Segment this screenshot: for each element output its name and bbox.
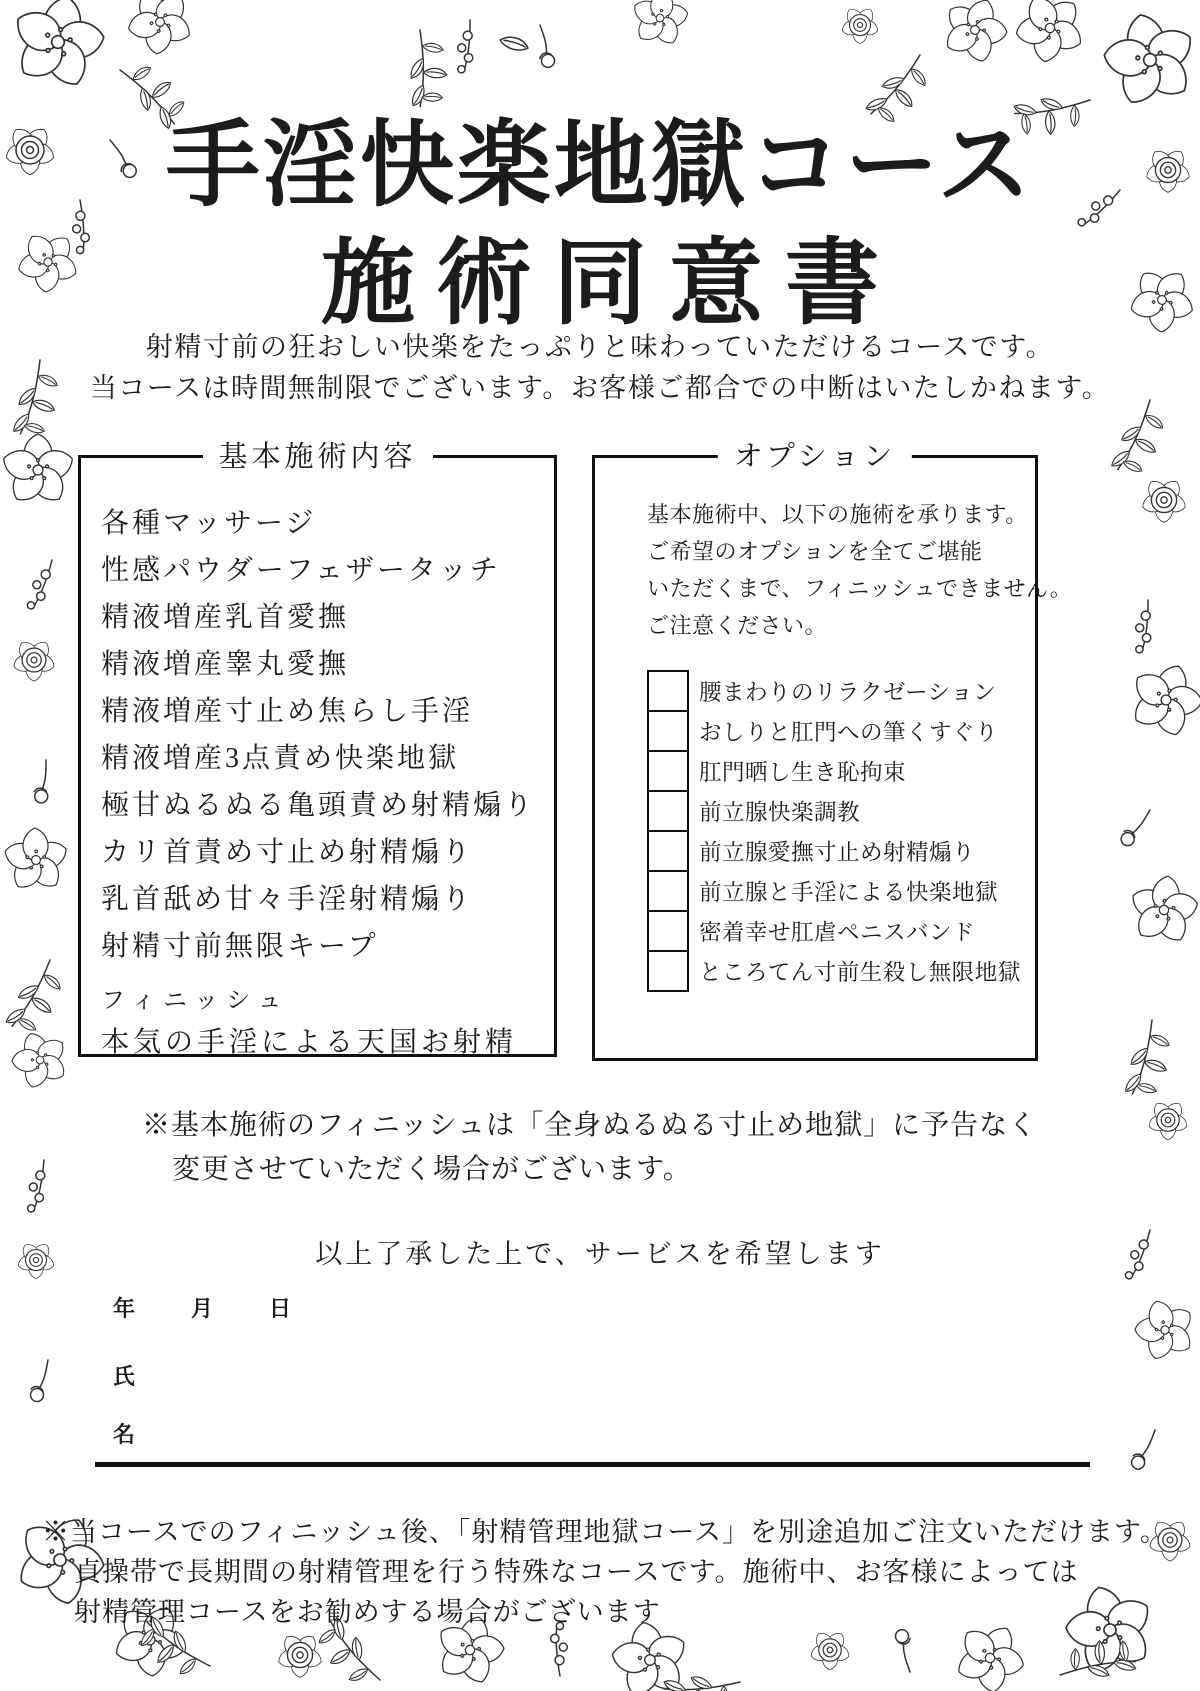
option-row: [647, 830, 1035, 872]
finish-label: フィニッシュ: [101, 988, 290, 1014]
document-type-title: 施術同意書: [320, 232, 901, 337]
option-row: [647, 750, 1035, 792]
option-row: [647, 670, 1035, 712]
option-checkbox[interactable]: [647, 870, 689, 912]
option-checkbox[interactable]: [647, 830, 689, 872]
course-title: 手淫快楽地獄コース: [165, 114, 1035, 219]
option-checkbox[interactable]: [647, 950, 689, 992]
options-intro-line: 基本施術中、以下の施術を承ります。: [647, 502, 1028, 527]
treatment-item: 性感パウダーフェザータッチ: [101, 555, 501, 586]
consent-statement: 以上了承した上で、サービスを希望します: [315, 1239, 885, 1269]
option-checkbox[interactable]: [647, 710, 689, 752]
course-description-line1: 射精寸前の狂おしい快楽をたっぷりと味わっていただけるコースです。: [145, 332, 1055, 362]
option-checkbox[interactable]: [647, 670, 689, 712]
additional-course-note-line2: 貞操帯で長期間の射精管理を行う特殊なコースです。施術中、お客様によっては: [74, 1557, 1079, 1587]
treatment-item: 精液増産睾丸愛撫: [101, 649, 350, 680]
option-label: ところてん寸前生殺し無限地獄: [699, 960, 1021, 985]
option-row: [647, 710, 1035, 752]
date-fields: [113, 1292, 291, 1323]
option-checkbox[interactable]: [647, 750, 689, 792]
options-intro-line: いただくまで、フィニッシュできません。: [647, 576, 1073, 601]
option-label: 前立腺と手淫による快楽地獄: [699, 880, 999, 905]
surname-label: 氏: [113, 1364, 136, 1389]
options-intro-line: ご希望のオプションを全てご堪能: [647, 539, 983, 564]
option-label: 前立腺快楽調教: [699, 800, 861, 825]
signature-divider-line: [95, 1462, 1090, 1467]
basic-treatments-list: [81, 458, 554, 970]
options-box-header: オプション: [718, 438, 912, 476]
option-row: [647, 950, 1035, 992]
additional-course-note: [42, 1512, 1168, 1632]
option-checkbox[interactable]: [647, 790, 689, 832]
finish-description: 本気の手淫による天国お射精: [101, 1027, 518, 1058]
options-intro: [595, 458, 1073, 644]
page-title: [0, 107, 1200, 343]
finish-section: [101, 986, 554, 1060]
option-checkbox[interactable]: [647, 910, 689, 952]
additional-course-note-line1: ※当コースでのフィニッシュ後、「射精管理地獄コース」を別途追加ご注文いただけます。: [42, 1517, 1168, 1547]
option-label: おしりと肛門への筆くすぐり: [699, 720, 999, 745]
option-label: 腰まわりのリラクゼーション: [699, 680, 997, 705]
option-row: [647, 870, 1035, 912]
treatment-item: 精液増産乳首愛撫: [101, 602, 350, 633]
option-row: [647, 790, 1035, 832]
finish-change-note-line1: ※基本施術のフィニッシュは「全身ぬるぬる寸止め地獄」に予告なく: [142, 1110, 1038, 1141]
treatment-item: 極甘ぬるぬる亀頭責め射精煽り: [101, 790, 536, 821]
finish-change-note: [142, 1104, 1037, 1192]
year-label: 年: [113, 1296, 136, 1321]
treatment-item: カリ首責め寸止め射精煽り: [101, 837, 474, 868]
option-label: 密着幸せ肛虐ペニスバンド: [699, 920, 976, 945]
option-label: 前立腺愛撫寸止め射精煽り: [699, 840, 976, 865]
treatment-item: 乳首舐め甘々手淫射精煽り: [101, 884, 474, 915]
course-description: [0, 327, 1200, 409]
treatment-item: 各種マッサージ: [101, 508, 317, 539]
finish-change-note-line2: 変更させていただく場合がございます。: [172, 1154, 692, 1185]
options-box: [592, 441, 1073, 1061]
treatment-item: 精液増産寸止め焦らし手淫: [101, 696, 474, 727]
givenname-label: 名: [113, 1422, 136, 1447]
options-intro-line: ご注意ください。: [647, 613, 828, 638]
basic-treatments-box: [78, 441, 557, 1058]
basic-box-header: 基本施術内容: [202, 438, 432, 476]
treatment-item: 精液増産3点責め快楽地獄: [101, 743, 460, 774]
day-label: 日: [269, 1296, 292, 1321]
course-description-line2: 当コースは時間無制限でございます。お客様ご都合での中断はいたしかねます。: [89, 373, 1111, 403]
option-label: 肛門晒し生き恥拘束: [699, 760, 907, 785]
additional-course-note-line3: 射精管理コースをお勧めする場合がございます: [74, 1597, 661, 1627]
options-list: [595, 670, 1035, 992]
name-fields: [113, 1360, 135, 1449]
treatment-item: 射精寸前無限キープ: [101, 931, 379, 962]
option-row: [647, 910, 1035, 952]
month-label: 月: [191, 1296, 214, 1321]
